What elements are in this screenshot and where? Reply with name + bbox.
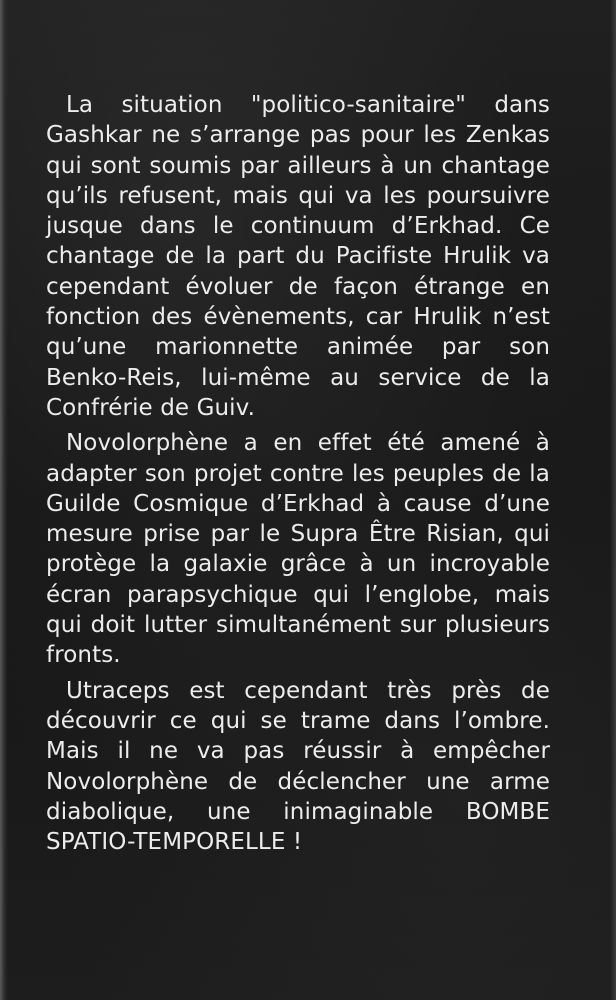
- blurb-paragraph-2: Novolorphène a en effet été amené à adapter son projet contre les peuples de la Guilde Cosmique d’Erkhad à cause d’une mesure prise par le Supra Être Risian, qui protège la galaxie grâce à un incroyable écran parapsychique qui l’englobe, mais qui doit lutter simultanément sur plusieurs fronts.: [46, 430, 550, 669]
- back-cover-blurb: [46, 90, 550, 857]
- blurb-paragraph-1: La situation "politico-sanitaire" dans Gashkar ne s’arrange pas pour les Zenkas qui sont soumis par ailleurs à un chantage qu’ils refusent, mais qui va les poursuivre jusque dans le continuum d’Erkhad. Ce chantage de la part du Pacifiste Hrulik va cependant évoluer de façon étrange en fonction des évènements, car Hrulik n’est qu’une marionnette animée par son Benko-Reis, lui-même au service de la Confrérie de Guiv.: [46, 92, 550, 421]
- blurb-paragraph-3: Utraceps est cependant très près de découvrir ce qui se trame dans l’ombre. Mais il ne va pas réussir à empêcher Novolorphène de déclencher une arme diabolique, une inimaginable BOMBE SPATIO-TEMPORELLE !: [46, 677, 550, 856]
- cover-left-edge: [0, 0, 8, 1000]
- cover-right-edge: [610, 0, 616, 1000]
